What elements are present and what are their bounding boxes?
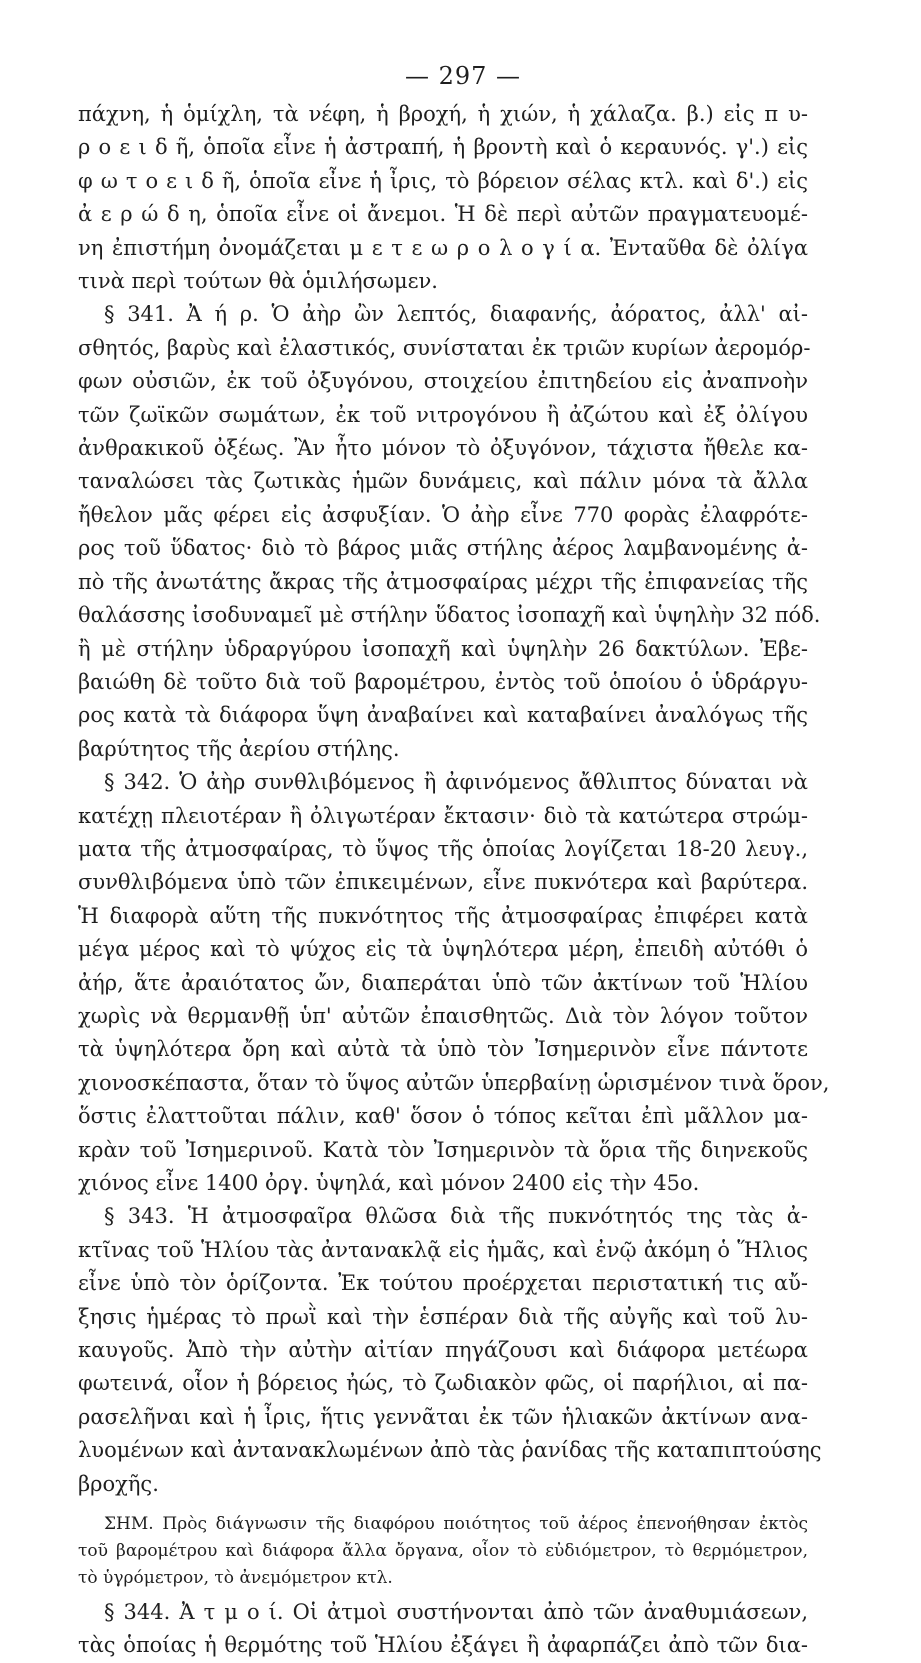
footnote <box>78 1511 808 1592</box>
text-line: χωρὶς νὰ θερμανθῇ ὑπ' αὐτῶν ἐπαισθητῶς. Διὰ τὸν λόγον τοῦτον <box>78 1003 808 1028</box>
text-line: ξησις ἡμέρας τὸ πρωῒ καὶ τὴν ἑσπέραν διὰ τῆς αὐγῆς καὶ τοῦ λυ- <box>78 1304 808 1329</box>
text-line: § 341. Ἀ ή ρ. Ὁ ἀὴρ ὢν λεπτός, διαφανής, ἀόρατος, ἀλλ' αἰ- <box>104 302 808 327</box>
text-line: ἢ μὲ στήλην ὑδραργύρου ἰσοπαχῆ καὶ ὑψηλὴν 26 δακτύλων. Ἐβε- <box>78 636 808 661</box>
text-line: συνθλιβόμενα ὑπὸ τῶν ἐπικειμένων, εἶνε πυκνότερα καὶ βαρύτερα. <box>78 870 808 895</box>
text-line: χιονοσκέπαστα, ὅταν τὸ ὕψος αὐτῶν ὑπερβαίνῃ ὡρισμένον τινὰ ὅρον, <box>78 1070 830 1095</box>
footnote-line: τὸ ὑγρόμετρον, τὸ ἀνεμόμετρον κτλ. <box>78 1568 393 1589</box>
paragraph-342 <box>78 766 830 1200</box>
text-line: καυγοῦς. Ἀπὸ τὴν αὐτὴν αἰτίαν πηγάζουσι καὶ διάφορα μετέωρα <box>78 1338 808 1363</box>
text-line: τῶν ζωϊκῶν σωμάτων, ἐκ τοῦ νιτρογόνου ἢ ἀζώτου καὶ ἐξ ὀλίγου <box>78 402 808 427</box>
text-line: ρ ο ε ι δ ῆ, ὁποῖα εἶνε ἡ ἀστραπή, ἡ βροντὴ καὶ ὁ κεραυνός. γ'.) εἰς <box>78 135 808 160</box>
text-line: τὰς ὁποίας ἡ θερμότης τοῦ Ἡλίου ἐξάγει ἢ ἀφαρπάζει ἀπὸ τῶν δια- <box>78 1633 808 1658</box>
text-line: φων οὐσιῶν, ἐκ τοῦ ὀξυγόνου, στοιχείου ἐπιτηδείου εἰς ἀναπνοὴν <box>78 369 808 394</box>
text-line: τὰ ὑψηλότερα ὄρη καὶ αὐτὰ τὰ ὑπὸ τὸν Ἰσημερινὸν εἶνε πάντοτε <box>78 1037 808 1062</box>
text-line: πὸ τῆς ἀνωτάτης ἄκρας τῆς ἀτμοσφαίρας μέχρι τῆς ἐπιφανείας τῆς <box>78 569 808 594</box>
text-line: ρος κατὰ τὰ διάφορα ὕψη ἀναβαίνει καὶ καταβαίνει ἀναλόγως τῆς <box>78 703 808 728</box>
text-line: ματα τῆς ἀτμοσφαίρας, τὸ ὕψος τῆς ὁποίας λογίζεται 18-20 λευγ., <box>78 836 808 861</box>
text-line: βροχῆς. <box>78 1471 159 1496</box>
text-line: Ἡ διαφορὰ αὕτη τῆς πυκνότητος τῆς ἀτμοσφαίρας ἐπιφέρει κατὰ <box>78 903 808 928</box>
text-line: θαλάσσης ἰσοδυναμεῖ μὲ στήλην ὕδατος ἰσοπαχῆ καὶ ὑψηλὴν 32 πόδ. <box>78 603 821 628</box>
text-line: κτῖνας τοῦ Ἡλίου τὰς ἀντανακλᾷ εἰς ἡμᾶς, καὶ ἐνῷ ἀκόμη ὁ Ἥλιος <box>78 1237 808 1262</box>
text-line: λυομένων καὶ ἀντανακλωμένων ἀπὸ τὰς ῥανίδας τῆς καταπιπτούσης <box>78 1438 822 1463</box>
text-line: βαιώθη δὲ τοῦτο διὰ τοῦ βαρομέτρου, ἐντὸς τοῦ ὁποίου ὁ ὑδράργυ- <box>78 669 808 694</box>
paragraph-343 <box>78 1200 822 1501</box>
document-page <box>78 62 830 1663</box>
text-line: ἤθελον μᾶς φέρει εἰς ἀσφυξίαν. Ὁ ἀὴρ εἶνε 770 φορὰς ἐλαφρότε- <box>78 502 808 527</box>
text-line: εἶνε ὑπὸ τὸν ὁρίζοντα. Ἐκ τούτου προέρχεται περιστατική τις αὔ- <box>78 1271 808 1296</box>
page-number: — 297 — <box>404 62 522 90</box>
text-line: ταναλώσει τὰς ζωτικὰς ἡμῶν δυνάμεις, καὶ πάλιν μόνα τὰ ἄλλα <box>78 469 808 494</box>
text-line: βαρύτητος τῆς ἀερίου στήλης. <box>78 736 400 761</box>
text-line: τινὰ περὶ τούτων θὰ ὁμιλήσωμεν. <box>78 269 438 294</box>
paragraph-meteora <box>78 98 808 298</box>
text-line: κατέχῃ πλειοτέραν ἢ ὀλιγωτέραν ἔκτασιν· διὸ τὰ κατώτερα στρώμ- <box>78 803 808 828</box>
text-line: ὅστις ἐλαττοῦται πάλιν, καθ' ὅσον ὁ τόπος κεῖται ἐπὶ μᾶλλον μα- <box>78 1104 808 1129</box>
text-line: φωτεινά, οἷον ἡ βόρειος ἠώς, τὸ ζωδιακὸν φῶς, οἱ παρήλιοι, αἱ πα- <box>78 1371 808 1396</box>
text-line: νη ἐπιστήμη ὀνομάζεται μ ε τ ε ω ρ ο λ ο γ ί α. Ἐνταῦθα δὲ ὀλίγα <box>78 235 808 260</box>
text-line: χιόνος εἶνε 1400 ὀργ. ὑψηλά, καὶ μόνον 2400 εἰς τὴν 45ο. <box>78 1171 700 1195</box>
text-line: § 344. Ἀ τ μ ο ί. Οἱ ἀτμοὶ συστήνονται ἀπὸ τῶν ἀναθυμιάσεων, <box>104 1600 808 1625</box>
footnote-line: ΣΗΜ. Πρὸς διάγνωσιν τῆς διαφόρου ποιότητος τοῦ ἀέρος ἐπενοήθησαν ἐκτὸς <box>104 1514 808 1535</box>
text-line: ἀ ε ρ ώ δ η, ὁποῖα εἶνε οἱ ἄνεμοι. Ἡ δὲ περὶ αὐτῶν πραγματευομέ- <box>78 202 808 227</box>
paragraph-344 <box>78 1596 808 1663</box>
footnote-line: τοῦ βαρομέτρου καὶ διάφορα ἄλλα ὄργανα, οἷον τὸ εὐδιόμετρον, τὸ θερμόμετρον, <box>78 1541 808 1562</box>
text-line: σθητός, βαρὺς καὶ ἐλαστικός, συνίσταται ἐκ τριῶν κυρίων ἀερομόρ- <box>78 335 811 360</box>
text-line: κρὰν τοῦ Ἰσημερινοῦ. Κατὰ τὸν Ἰσημερινὸν τὰ ὅρια τῆς διηνεκοῦς <box>78 1137 808 1162</box>
text-line: ρος τοῦ ὕδατος· διὸ τὸ βάρος μιᾶς στήλης ἀέρος λαμβανομένης ἀ- <box>78 536 808 561</box>
text-line: πάχνη, ἡ ὁμίχλη, τὰ νέφη, ἡ βροχή, ἡ χιών, ἡ χάλαζα. β.) εἰς π υ- <box>78 102 808 126</box>
text-line: ρασελῆναι καὶ ἡ ἶρις, ἥτις γεννᾶται ἐκ τῶν ἡλιακῶν ἀκτίνων ανα- <box>78 1404 808 1429</box>
text-line: § 342. Ὁ ἀὴρ συνθλιβόμενος ἢ ἀφινόμενος ἄθλιπτος δύναται νὰ <box>104 770 808 795</box>
paragraph-341 <box>78 298 821 766</box>
text-line: ἀνθρακικοῦ ὀξέως. Ἂν ἦτο μόνον τὸ ὀξυγόνον, τάχιστα ἤθελε κα- <box>78 436 808 461</box>
text-line: ἀήρ, ἅτε ἀραιότατος ὤν, διαπεράται ὑπὸ τῶν ἀκτίνων τοῦ Ἡλίου <box>78 970 808 995</box>
text-line: § 343. Ἡ ἀτμοσφαῖρα θλῶσα διὰ τῆς πυκνότητός της τὰς ἀ- <box>104 1204 808 1229</box>
text-line: φ ω τ ο ε ι δ ῆ, ὁποῖα εἶνε ἡ ἶρις, τὸ βόρειον σέλας κτλ. καὶ δ'.) εἰς <box>78 168 808 193</box>
text-line: μέγα μέρος καὶ τὸ ψύχος εἰς τὰ ὑψηλότερα μέρη, ἐπειδὴ αὐτόθι ὁ <box>78 937 808 962</box>
